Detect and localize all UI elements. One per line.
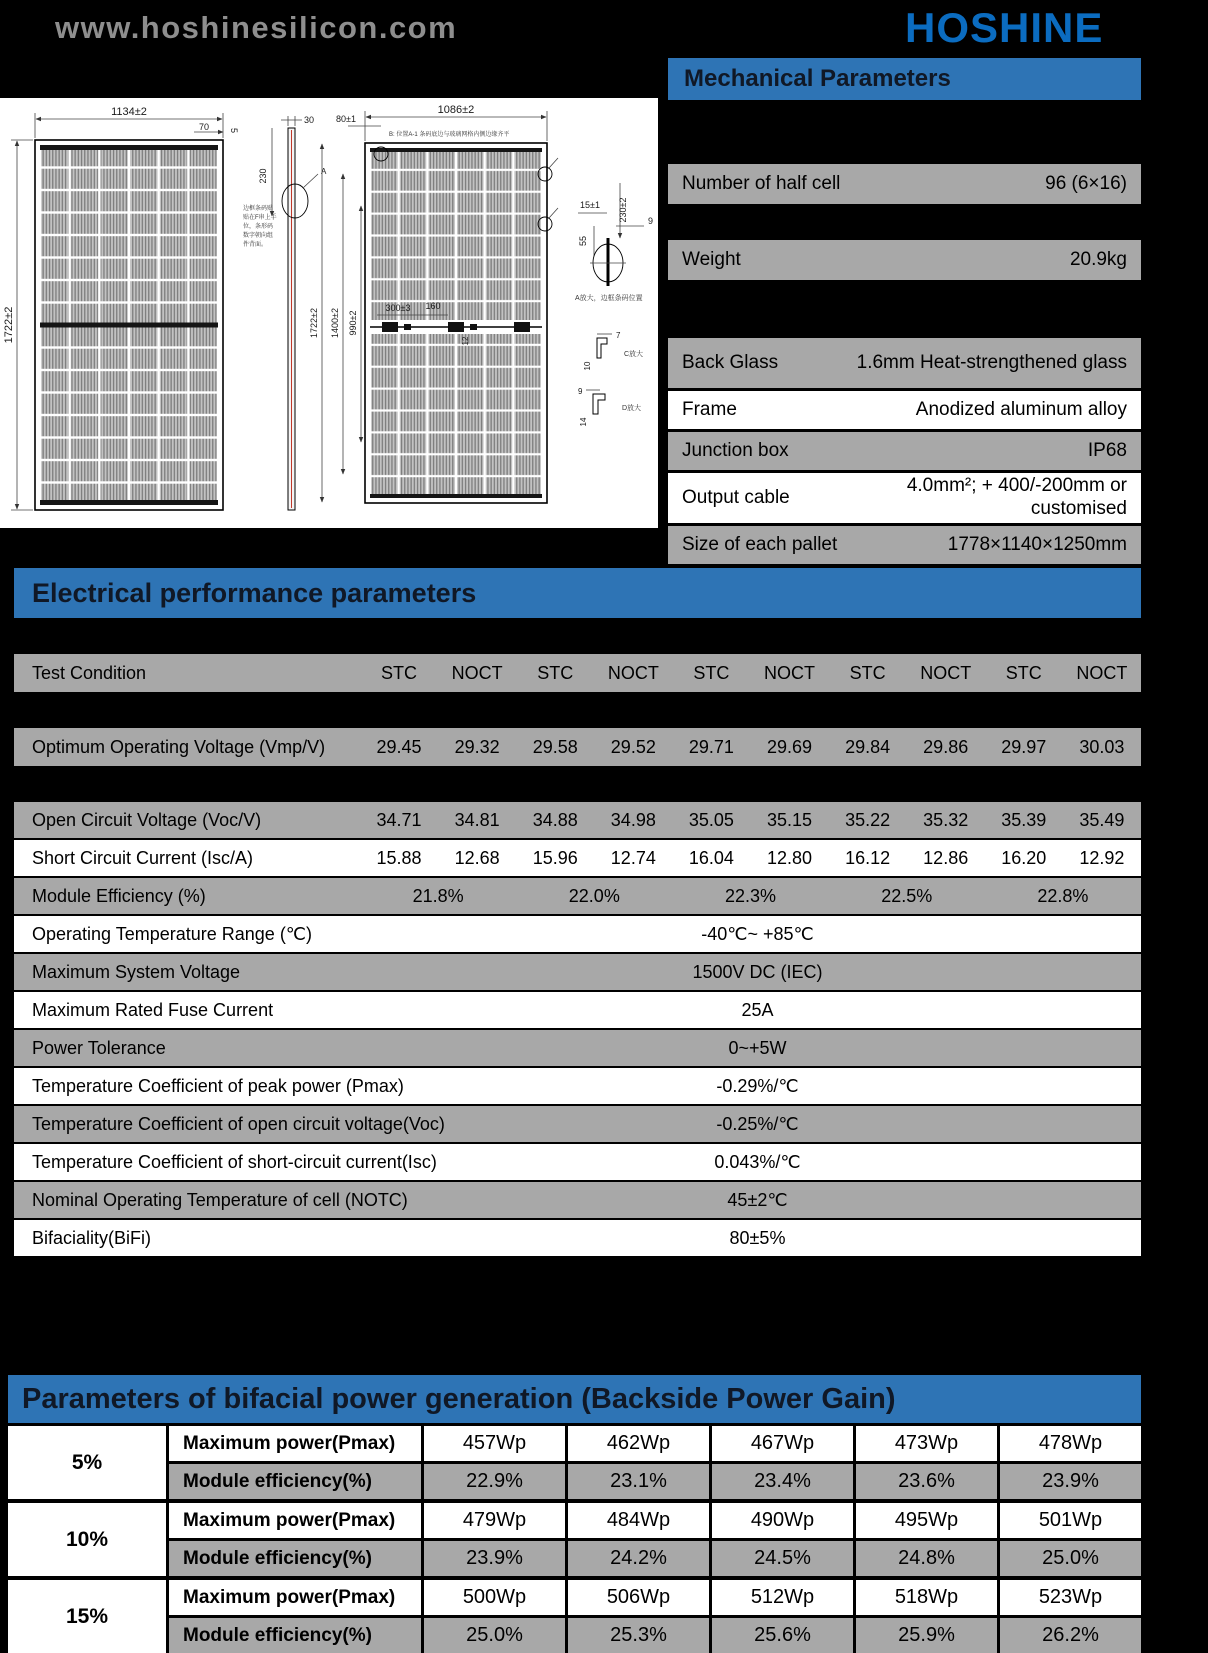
side-note-line3: 位，条形码 — [243, 224, 274, 230]
detail-c-caption: C放大 — [624, 351, 644, 358]
detail-c-dim1: 7 — [616, 331, 621, 340]
elec-row-notc: Nominal Operating Temperature of cell (NOTC) 45±2℃ — [14, 1182, 1141, 1218]
side-note-line5: 件背面。 — [243, 242, 268, 248]
rear-jbox-offset-dim: 300±3 — [385, 303, 411, 313]
detail-a-dim2: 230±2 — [618, 197, 628, 223]
detail-c-dim2: 10 — [583, 361, 592, 371]
detail-d-dim2: 14 — [579, 417, 588, 427]
rear-inner-span-dim: 990±2 — [348, 310, 358, 336]
front-height-dim: 1722±2 — [3, 306, 15, 344]
elec-row-bifaciality: Bifaciality(BiFi) 80±5% — [14, 1220, 1141, 1256]
mechanical-section-title: Mechanical Parameters — [684, 65, 951, 92]
efficiency-label: Module efficiency(%) — [169, 1541, 421, 1576]
rear-inset-dim: 80±1 — [336, 114, 356, 124]
elec-row-isc: Short Circuit Current (Isc/A) 15.88 12.68 15.96 12.74 16.04 12.80 16.12 12.86 16.20 12.92 — [14, 840, 1141, 876]
mechanical-table — [668, 164, 1141, 564]
mechanical-section-header — [668, 58, 1141, 100]
bifacial-section-title: Parameters of bifacial power generation (Backside Power Gain) — [22, 1382, 896, 1415]
mech-row-frame: Frame Anodized aluminum alloy — [668, 391, 1141, 429]
elec-row-power-tolerance: Power Tolerance 0~+5W — [14, 1030, 1141, 1066]
brand-logo: HOSHINE — [905, 4, 1104, 51]
gain-cell: 10% — [8, 1503, 166, 1576]
mech-row-half-cell: Number of half cell 96 (6×16) — [668, 164, 1141, 204]
elec-row-vmp: Optimum Operating Voltage (Vmp/V) 29.45 29.32 29.58 29.52 29.71 29.69 29.84 29.86 29.97 30.03 — [14, 728, 1141, 766]
detail-d-caption: D放大 — [622, 405, 642, 412]
website-url: www.hoshinesilicon.com — [55, 10, 458, 45]
detail-a-dim3: 55 — [578, 235, 588, 247]
elec-header-row: Test Condition STC NOCT STC NOCT STC NOCT STC NOCT STC NOCT — [14, 654, 1141, 692]
rear-height-dim: 1722±2 — [309, 308, 319, 338]
mech-row-junction-box: Junction box IP68 — [668, 432, 1141, 470]
elec-row-temp-coeff-pmax: Temperature Coefficient of peak power (Pmax) -0.29%/℃ — [14, 1068, 1141, 1104]
front-edge-dim: 5 — [229, 128, 239, 134]
rear-position-note: B: 位置A-1 条码底边与玻璃网格内侧边缘齐平 — [389, 132, 510, 138]
electrical-table — [14, 654, 1141, 1256]
pmax-label: Maximum power(Pmax) — [169, 1580, 421, 1615]
elec-row-temp-coeff-isc: Temperature Coefficient of short-circuit current(Isc) 0.043%/℃ — [14, 1144, 1141, 1180]
bifacial-group-10: 10% Maximum power(Pmax) 479Wp 484Wp 490Wp 495Wp 501Wp Module efficiency(%) 23.9% 24.2% 24.5% 24.8% 25.0% — [8, 1503, 1141, 1576]
rear-mount-span-dim: 1400±2 — [330, 308, 340, 338]
side-thickness-dim: 30 — [303, 115, 315, 125]
rear-cable-dim: 12 — [461, 336, 470, 346]
detail-a-dim4: 9 — [648, 216, 654, 226]
detail-a-dim1: 15±1 — [580, 200, 600, 210]
electrical-section-header — [14, 568, 1141, 618]
bifacial-section-header — [8, 1375, 1141, 1423]
rear-jbox-gap-dim: 160 — [425, 301, 441, 311]
gain-cell: 15% — [8, 1580, 166, 1653]
pmax-label: Maximum power(Pmax) — [169, 1426, 421, 1461]
elec-row-efficiency: Module Efficiency (%) 21.8% 22.0% 22.3% 22.5% 22.8% — [14, 878, 1141, 914]
efficiency-label: Module efficiency(%) — [169, 1618, 421, 1653]
rear-width-dim: 1086±2 — [437, 104, 475, 116]
side-note-line1: 边框条码贴 — [243, 206, 274, 212]
bifacial-group-15: 15% Maximum power(Pmax) 500Wp 506Wp 512Wp 518Wp 523Wp Module efficiency(%) 25.0% 25.3% 25.6% 25.9% 26.2% — [8, 1580, 1141, 1653]
bifacial-table — [8, 1426, 1141, 1653]
elec-row-max-system-voltage: Maximum System Voltage 1500V DC (IEC) — [14, 954, 1141, 990]
elec-row-max-fuse-current: Maximum Rated Fuse Current 25A — [14, 992, 1141, 1028]
efficiency-label: Module efficiency(%) — [169, 1464, 421, 1499]
mech-row-pallet-size: Size of each pallet 1778×1140×1250mm — [668, 526, 1141, 564]
electrical-section-title: Electrical performance parameters — [32, 577, 477, 608]
elec-row-operating-temp: Operating Temperature Range (℃) -40℃~ +85℃ — [14, 916, 1141, 952]
front-corner-dim: 70 — [198, 122, 210, 132]
gain-cell: 5% — [8, 1426, 166, 1499]
front-view — [3, 106, 239, 510]
front-width-dim: 1134±2 — [111, 106, 147, 118]
elec-row-temp-coeff-voc: Temperature Coefficient of open circuit voltage(Voc) -0.25%/℃ — [14, 1106, 1141, 1142]
detail-d-dim1: 9 — [578, 387, 583, 396]
side-barcode-offset-dim: 230 — [258, 168, 268, 184]
technical-drawing — [0, 98, 658, 528]
pmax-label: Maximum power(Pmax) — [169, 1503, 421, 1538]
side-note-line4: 数字朝向组 — [243, 233, 274, 239]
mech-row-weight: Weight 20.9kg — [668, 240, 1141, 280]
side-note-line2: 贴在F串上手 — [243, 215, 277, 221]
mech-row-output-cable: Output cable 4.0mm²; + 400/-200mm or customised — [668, 473, 1141, 523]
mech-row-back-glass: Back Glass 1.6mm Heat-strengthened glass — [668, 338, 1141, 388]
detail-a-caption: A放大，边框条码位置 — [575, 295, 643, 302]
bifacial-group-5: 5% Maximum power(Pmax) 457Wp 462Wp 467Wp 473Wp 478Wp Module efficiency(%) 22.9% 23.1% 23.4% 23.6% 23.9% — [8, 1426, 1141, 1499]
side-callout-a: A — [321, 167, 327, 176]
elec-row-voc: Open Circuit Voltage (Voc/V) 34.71 34.81 34.88 34.98 35.05 35.15 35.22 35.32 35.39 35.49 — [14, 802, 1141, 838]
